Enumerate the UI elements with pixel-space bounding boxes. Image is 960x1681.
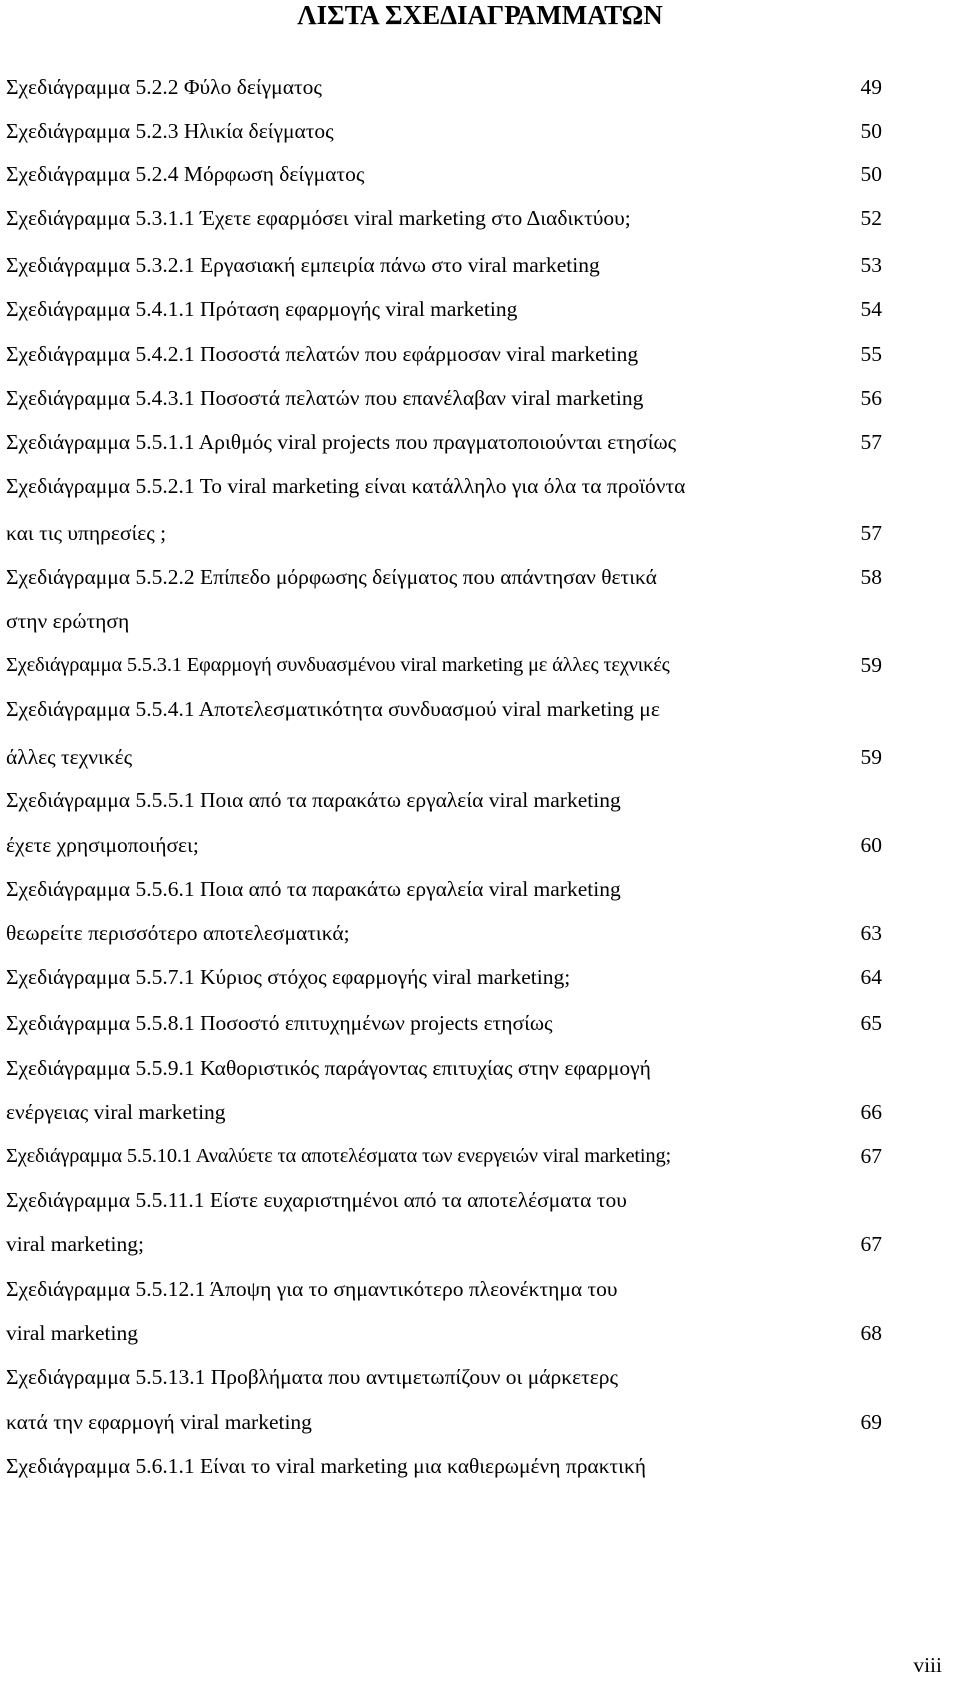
toc-entry-page: 66 xyxy=(860,1100,882,1124)
toc-entry-page: 54 xyxy=(860,297,882,321)
toc-entry xyxy=(6,830,882,860)
toc-entry-text: Σχεδιάγραμμα 5.5.2.1 Το viral marketing είναι κατάλληλο για όλα τα προϊόντα xyxy=(6,474,686,498)
toc-entry-text: Σχεδιάγραμμα 5.5.12.1 Άποψη για το σημαντικότερο πλεονέκτημα του xyxy=(6,1277,618,1301)
toc-entry xyxy=(6,785,882,815)
toc-entry-page: 67 xyxy=(860,1232,882,1256)
toc-entry-text: viral marketing; xyxy=(6,1232,144,1256)
toc-entry xyxy=(6,250,882,280)
toc-entry xyxy=(6,1185,882,1215)
toc-entry-page: 50 xyxy=(860,119,882,143)
toc-entry xyxy=(6,694,882,724)
toc-entry-text: Σχεδιάγραμμα 5.5.4.1 Αποτελεσματικότητα συνδυασμού viral marketing με xyxy=(6,697,660,721)
toc-entry-page: 50 xyxy=(860,162,882,186)
toc-entry-text: Σχεδιάγραμμα 5.5.1.1 Αριθμός viral projects που πραγματοποιούνται ετησίως xyxy=(6,430,677,454)
toc-entry xyxy=(6,383,882,413)
toc-entry-page: 57 xyxy=(860,521,882,545)
toc-entry xyxy=(6,518,882,548)
toc-entry xyxy=(6,1362,882,1392)
toc-entry-text: ενέργειας viral marketing xyxy=(6,1100,226,1124)
toc-entry xyxy=(6,918,882,948)
toc-entry-page: 65 xyxy=(860,1011,882,1035)
toc-entry-text: Σχεδιάγραμμα 5.5.10.1 Αναλύετε τα αποτελέσματα των ενεργειών viral marketing; xyxy=(6,1145,672,1167)
toc-entry xyxy=(6,427,882,457)
toc-entry-text: άλλες τεχνικές xyxy=(6,745,133,769)
toc-entry xyxy=(6,1097,882,1127)
toc-entry-text: Σχεδιάγραμμα 5.5.11.1 Είστε ευχαριστημένοι από τα αποτελέσματα του xyxy=(6,1188,627,1212)
toc-entry xyxy=(6,1229,882,1259)
toc-entry xyxy=(6,72,882,102)
toc-entry-page: 63 xyxy=(860,921,882,945)
toc-entry-page: 59 xyxy=(860,653,882,677)
toc-entry-text: Σχεδιάγραμμα 5.2.2 Φύλο δείγματος xyxy=(6,75,322,99)
toc-entry-text: κατά την εφαρμογή viral marketing xyxy=(6,1410,312,1434)
toc-entry xyxy=(6,116,882,146)
toc-entry-text: Σχεδιάγραμμα 5.3.1.1 Έχετε εφαρμόσει viral marketing στο Διαδικτύου; xyxy=(6,206,631,230)
toc-entry-page: 59 xyxy=(860,745,882,769)
toc-entry-page: 56 xyxy=(860,386,882,410)
toc-entry-text: viral marketing xyxy=(6,1321,138,1345)
toc-entry xyxy=(6,339,882,369)
toc-entry xyxy=(6,606,882,636)
toc-entry xyxy=(6,874,882,904)
toc-entry-page: 49 xyxy=(860,75,882,99)
toc-entry-text: Σχεδιάγραμμα 5.5.6.1 Ποια από τα παρακάτω εργαλεία viral marketing xyxy=(6,877,621,901)
toc-entry-text: Σχεδιάγραμμα 5.5.7.1 Κύριος στόχος εφαρμογής viral marketing; xyxy=(6,965,571,989)
toc-entry xyxy=(6,203,882,233)
toc-entry xyxy=(6,962,882,992)
toc-entry-page: 69 xyxy=(860,1410,882,1434)
toc-entry-page: 67 xyxy=(860,1144,882,1168)
page-number: viii xyxy=(913,1653,942,1677)
toc-entry-text: Σχεδιάγραμμα 5.4.3.1 Ποσοστά πελατών που επανέλαβαν viral marketing xyxy=(6,386,644,410)
toc-entry-page: 53 xyxy=(860,253,882,277)
toc-entry-page: 52 xyxy=(860,206,882,230)
toc-entry-text: Σχεδιάγραμμα 5.4.1.1 Πρόταση εφαρμογής viral marketing xyxy=(6,297,518,321)
toc-entry-page: 68 xyxy=(860,1321,882,1345)
toc-entry-text: Σχεδιάγραμμα 5.5.3.1 Εφαρμογή συνδυασμένου viral marketing με άλλες τεχνικές xyxy=(6,654,670,676)
toc-entry xyxy=(6,1053,882,1083)
toc-entry xyxy=(6,471,882,501)
toc-entry xyxy=(6,1008,882,1038)
toc-entry-page: 55 xyxy=(860,342,882,366)
toc-entry-text: Σχεδιάγραμμα 5.5.8.1 Ποσοστό επιτυχημένων projects ετησίως xyxy=(6,1011,553,1035)
toc-entry-text: Σχεδιάγραμμα 5.5.13.1 Προβλήματα που αντιμετωπίζουν οι μάρκετερς xyxy=(6,1365,619,1389)
toc-entry-text: θεωρείτε περισσότερο αποτελεσματικά; xyxy=(6,921,350,945)
toc-entry-text: Σχεδιάγραμμα 5.2.4 Μόρφωση δείγματος xyxy=(6,162,365,186)
toc-entry xyxy=(6,742,882,772)
toc-entry-text: και τις υπηρεσίες ; xyxy=(6,521,167,545)
toc-entry-text: Σχεδιάγραμμα 5.5.2.2 Επίπεδο μόρφωσης δείγματος που απάντησαν θετικά xyxy=(6,565,657,589)
toc-entry-text: στην ερώτηση xyxy=(6,609,130,633)
toc-entry xyxy=(6,1141,882,1171)
toc-entry-page: 60 xyxy=(860,833,882,857)
toc-entry xyxy=(6,1451,882,1481)
toc-entry-page: 57 xyxy=(860,430,882,454)
toc-entry xyxy=(6,294,882,324)
toc-entry-text: Σχεδιάγραμμα 5.3.2.1 Εργασιακή εμπειρία πάνω στο viral marketing xyxy=(6,253,600,277)
toc-entry xyxy=(6,1407,882,1437)
toc-entry-page: 64 xyxy=(860,965,882,989)
toc-entry xyxy=(6,1274,882,1304)
toc-entry-text: Σχεδιάγραμμα 5.5.9.1 Καθοριστικός παράγοντας επιτυχίας στην εφαρμογή xyxy=(6,1056,651,1080)
toc-entry-text: Σχεδιάγραμμα 5.5.5.1 Ποια από τα παρακάτω εργαλεία viral marketing xyxy=(6,788,621,812)
toc-entry xyxy=(6,650,882,680)
page-title: ΛΙΣΤΑ ΣΧΕΔΙΑΓΡΑΜΜΑΤΩΝ xyxy=(297,0,663,30)
toc-entry-text: Σχεδιάγραμμα 5.4.2.1 Ποσοστά πελατών που εφάρμοσαν viral marketing xyxy=(6,342,639,366)
toc-entry-text: Σχεδιάγραμμα 5.6.1.1 Είναι το viral marketing μια καθιερωμένη πρακτική xyxy=(6,1454,647,1478)
toc-entry-text: έχετε χρησιμοποιήσει; xyxy=(6,833,199,857)
toc-entry-text: Σχεδιάγραμμα 5.2.3 Ηλικία δείγματος xyxy=(6,119,334,143)
toc-entry xyxy=(6,159,882,189)
toc-entry-page: 58 xyxy=(860,565,882,589)
toc-entry xyxy=(6,1318,882,1348)
toc-entry xyxy=(6,562,882,592)
